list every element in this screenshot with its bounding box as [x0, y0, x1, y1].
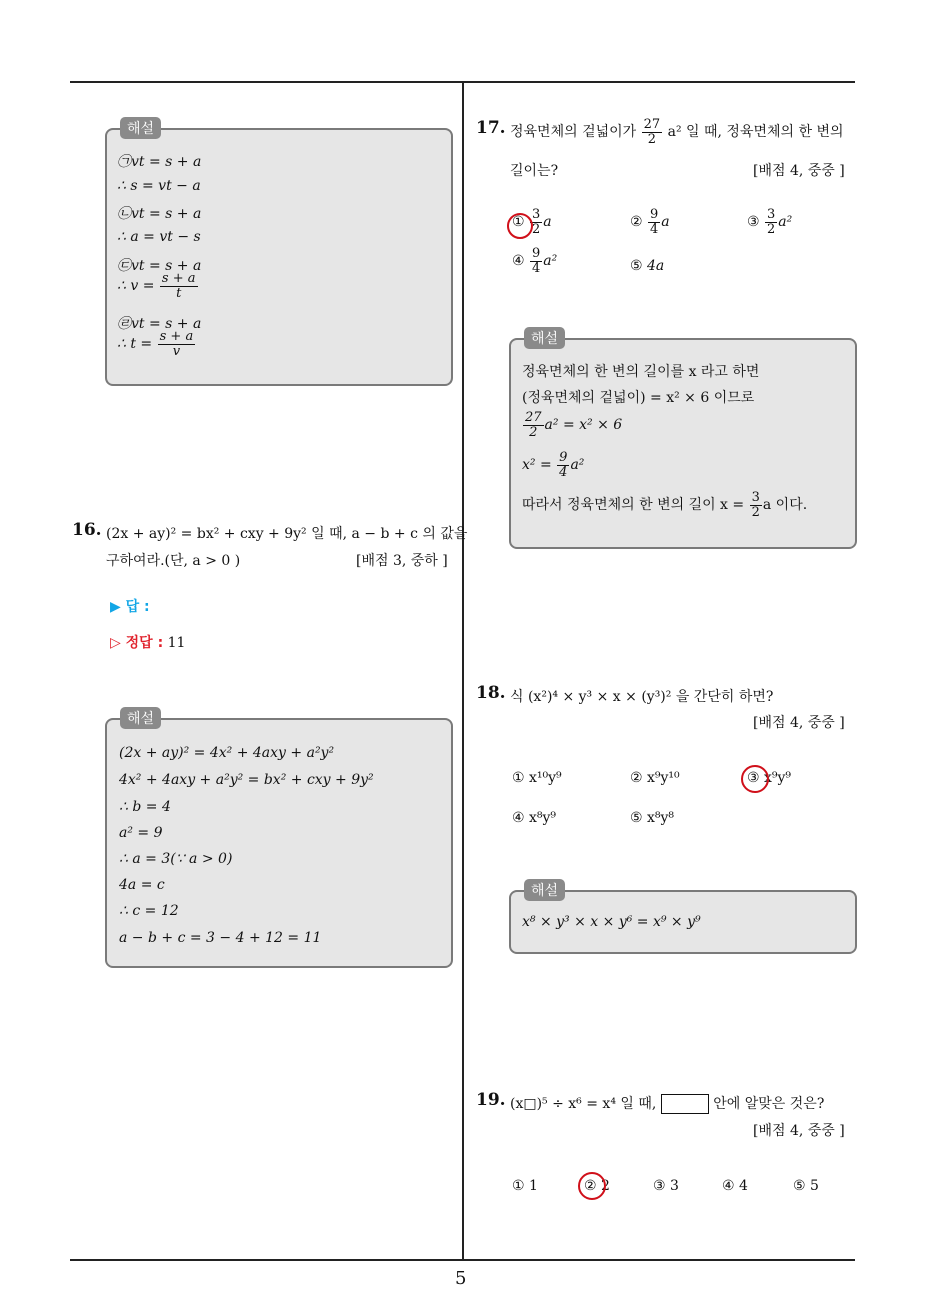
q15-sol-line: ∴ t = $\frac{s + a}{v}$ — [117, 329, 194, 359]
q15-sol-line: ∴ v = $\frac{s + a}{t}$ — [117, 271, 196, 301]
q17-meta: [배점 4, 중중 ] — [753, 163, 845, 179]
q17-text: 정육면체의 겉넓이가 $\frac{27}{2}$ a² 일 때, 정육면체의 한 변의 — [510, 117, 844, 147]
q16-text: (2x + ay)² = bx² + cxy + 9y² 일 때, a − b + c 의 값을 — [106, 526, 468, 542]
q17-option-2[interactable]: ② $\frac{9}{4}$ a — [630, 207, 670, 237]
q16-answer-label: ▶ 답 : — [110, 599, 150, 615]
q15-sol-line: ㉡vt = s + a — [117, 206, 202, 222]
q19-option-1[interactable]: ① 1 — [512, 1178, 538, 1194]
q19-option-5[interactable]: ⑤ 5 — [793, 1178, 819, 1194]
q18-text: 식 (x²)⁴ × y³ × x × (y³)² 을 간단히 하면? — [510, 689, 774, 705]
q17-number: 17. — [476, 118, 506, 138]
q19-number: 19. — [476, 1090, 506, 1110]
q18-option-2[interactable]: ② x⁹y¹⁰ — [630, 770, 680, 786]
q18-option-3[interactable]: ③ x⁹y⁹ — [747, 770, 792, 786]
q17-sol-line: (정육면체의 겉넓이) = x² × 6 이므로 — [522, 390, 755, 406]
q15-sol-line: ∴ s = vt − a — [117, 178, 201, 194]
q17-option-5[interactable]: ⑤ 4a — [630, 258, 665, 274]
q17-option-3[interactable]: ③ $\frac{3}{2}$ a² — [747, 207, 793, 237]
q19-blank-box — [661, 1094, 709, 1114]
q17-sol-line: 따라서 정육면체의 한 변의 길이 x = $\frac{3}{2}$ a 이다. — [522, 490, 808, 520]
page-number: 5 — [455, 1268, 467, 1289]
q17-option-4[interactable]: ④ $\frac{9}{4}$ a² — [512, 246, 558, 276]
q15-frac-t: $\frac{s + a}{v}$ — [159, 329, 194, 359]
q15-solution-tag: 해설 — [120, 117, 161, 139]
q19-text: (x□)⁵ ÷ x⁶ = x⁴ 일 때, 안에 알맞은 것은? — [510, 1096, 825, 1112]
q18-selected-circle — [741, 765, 769, 793]
q19-meta: [배점 4, 중중 ] — [753, 1123, 845, 1139]
q18-meta: [배점 4, 중중 ] — [753, 715, 845, 731]
q15-frac-v: $\frac{s + a}{t}$ — [161, 271, 196, 301]
q16-sol-line: 4x² + 4axy + a²y² = bx² + cxy + 9y² — [119, 772, 374, 788]
q17-sol-line: x² = $\frac{9}{4}$ a² — [522, 450, 585, 480]
q18-sol-line: x⁸ × y³ × x × y⁶ = x⁹ × y⁹ — [522, 914, 701, 930]
q18-option-5[interactable]: ⑤ x⁸y⁸ — [630, 810, 675, 826]
q18-solution-tag: 해설 — [524, 879, 565, 901]
q15-sol-line: ∴ a = vt − s — [117, 229, 201, 245]
q17-option-1[interactable]: ① $\frac{3}{2}$ a — [512, 207, 552, 237]
q16-sol-line: ∴ c = 12 — [119, 903, 179, 919]
q16-correct: ▷ 정답 : 11 — [110, 635, 186, 651]
bottom-rule — [70, 1259, 855, 1261]
q16-sol-line: a² = 9 — [119, 825, 163, 841]
q16-sol-line: 4a = c — [119, 877, 165, 893]
q17-text-2: 길이는? — [510, 163, 559, 179]
q17-frac: $\frac{27}{2}$ — [643, 117, 661, 147]
q19-option-2[interactable]: ② 2 — [584, 1178, 610, 1194]
q17-sol-line: 정육면체의 한 변의 길이를 x 라고 하면 — [522, 364, 760, 380]
q16-meta: [배점 3, 중하 ] — [356, 553, 448, 569]
column-divider — [462, 82, 464, 1260]
q15-sol-line: ㉢vt = s + a — [117, 258, 202, 274]
q17-solution-tag: 해설 — [524, 327, 565, 349]
q19-option-4[interactable]: ④ 4 — [722, 1178, 748, 1194]
q15-sol-line: ㉣vt = s + a — [117, 316, 202, 332]
q15-sol-line: ㉠vt = s + a — [117, 154, 202, 170]
q18-option-1[interactable]: ① x¹⁰y⁹ — [512, 770, 562, 786]
q18-option-4[interactable]: ④ x⁸y⁹ — [512, 810, 557, 826]
q17-sol-line: $\frac{27}{2}$ a² = x² × 6 — [525, 410, 623, 440]
q19-option-3[interactable]: ③ 3 — [653, 1178, 679, 1194]
q16-sol-line: (2x + ay)² = 4x² + 4axy + a²y² — [119, 745, 335, 761]
q16-sol-line: a − b + c = 3 − 4 + 12 = 11 — [119, 930, 322, 946]
q16-text-2: 구하여라.(단, a > 0 ) — [106, 553, 241, 569]
q16-sol-line: ∴ a = 3(∵ a > 0) — [119, 851, 233, 867]
q16-number: 16. — [72, 520, 102, 540]
q16-sol-line: ∴ b = 4 — [119, 799, 171, 815]
q16-solution-tag: 해설 — [120, 707, 161, 729]
q18-number: 18. — [476, 683, 506, 703]
q19-selected-circle — [578, 1172, 606, 1200]
q17-selected-circle — [507, 213, 533, 239]
